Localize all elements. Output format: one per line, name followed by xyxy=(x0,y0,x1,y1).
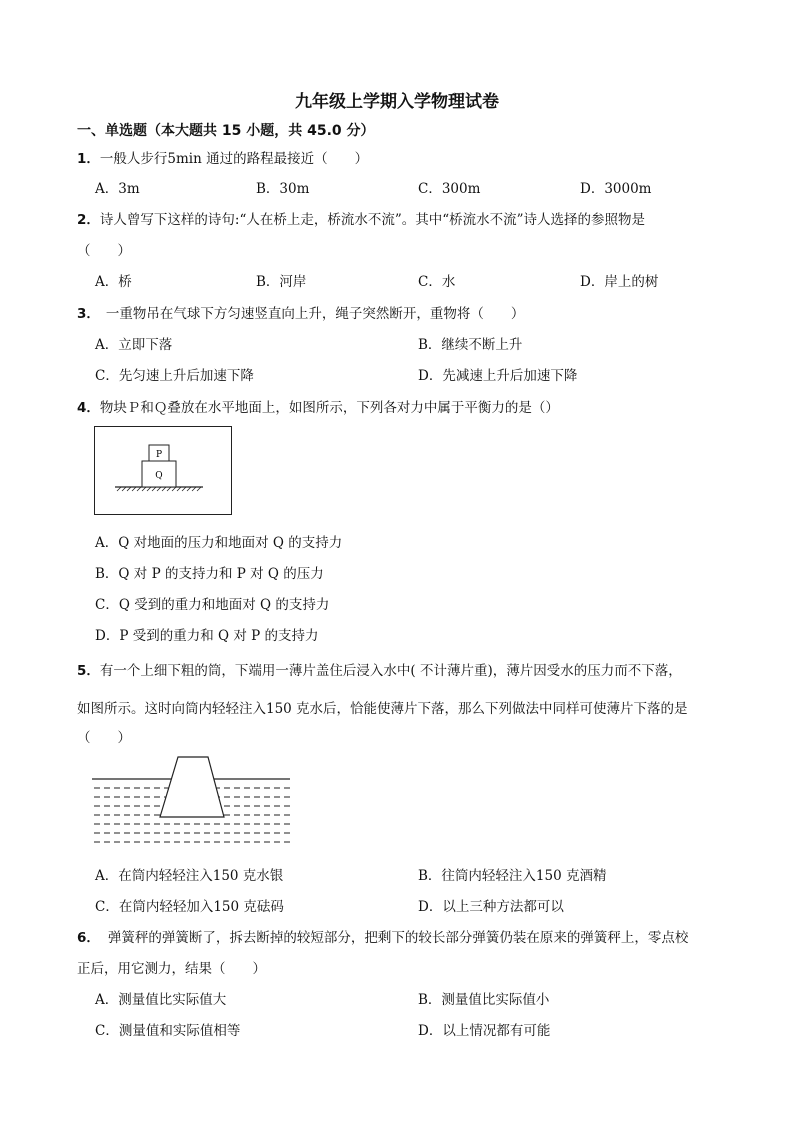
option-c: C．Q 受到的重力和地面对 Q 的支持力 xyxy=(95,597,330,613)
question-text: 诗人曾写下这样的诗句:“人在桥上走，桥流水不流”。其中“桥流水不流”诗人选择的参照物是 xyxy=(99,212,646,228)
option-d: D．3000m xyxy=(580,181,652,197)
option-d: D．以上三种方法都可以 xyxy=(418,899,564,915)
option-c: C．300m xyxy=(418,181,481,197)
question-3 xyxy=(77,302,524,322)
option-d: D．先减速上升后加速下降 xyxy=(418,368,578,384)
blocks-diagram xyxy=(95,427,231,514)
option-d: D．以上情况都有可能 xyxy=(418,1023,551,1039)
answer-bracket: （ ） xyxy=(77,730,131,746)
option-c: C．水 xyxy=(418,274,456,290)
question-text: 物块Ｐ和Ｑ叠放在水平地面上，如图所示，下列各对力中属于平衡力的是（） xyxy=(99,400,559,416)
option-a: A．3m xyxy=(95,181,140,197)
answer-bracket: （ ） xyxy=(77,243,131,259)
option-c: C．测量值和实际值相等 xyxy=(95,1023,241,1039)
section-heading: 一、单选题（本大题共 15 小题，共 45.0 分） xyxy=(77,123,375,139)
question-text: 有一个上细下粗的筒，下端用一薄片盖住后浸入水中( 不计薄片重)，薄片因受水的压力而不下落， xyxy=(99,663,682,679)
question-number: 3． xyxy=(77,306,100,322)
question-text-line2: 正后，用它测力，结果（ ） xyxy=(77,961,266,977)
label-p: P xyxy=(155,450,163,460)
option-c: C．在筒内轻轻加入150 克砝码 xyxy=(95,899,284,915)
question-number: 2． xyxy=(77,212,100,228)
option-a: A．测量值比实际值大 xyxy=(95,992,227,1008)
option-d: D．岸上的树 xyxy=(580,274,659,290)
question-4 xyxy=(77,396,559,416)
question-number: 5． xyxy=(77,663,100,679)
option-b: B．30m xyxy=(256,181,310,197)
question-text: 一般人步行5min 通过的路程最接近（ ） xyxy=(99,151,369,167)
option-a: A．Q 对地面的压力和地面对 Q 的支持力 xyxy=(95,535,343,551)
question-5 xyxy=(77,659,682,679)
blocks-figure xyxy=(94,426,232,515)
question-6 xyxy=(77,926,688,946)
option-c: C．先匀速上升后加速下降 xyxy=(95,368,254,384)
page-title: 九年级上学期入学物理试卷 xyxy=(295,92,499,112)
option-d: D．P 受到的重力和 Q 对 P 的支持力 xyxy=(95,628,319,644)
question-text-line2: 如图所示。这时向筒内轻轻注入150 克水后，恰能使薄片下落，那么下列做法中同样可使薄片下落的是 xyxy=(77,701,688,717)
question-number: 6． xyxy=(77,930,100,946)
tube-diagram xyxy=(92,755,294,847)
question-1 xyxy=(77,147,368,167)
question-number: 1． xyxy=(77,151,100,167)
option-b: B．往筒内轻轻注入150 克酒精 xyxy=(418,868,607,884)
question-number: 4． xyxy=(77,400,100,416)
option-b: B．测量值比实际值小 xyxy=(418,992,550,1008)
question-text: 一重物吊在气球下方匀速竖直向上升，绳子突然断开，重物将（ ） xyxy=(105,306,525,322)
question-text: 弹簧秤的弹簧断了，拆去断掉的较短部分，把剩下的较长部分弹簧仍装在原来的弹簧秤上，零点校 xyxy=(107,930,689,946)
option-b: B．Q 对 P 的支持力和 P 对 Q 的压力 xyxy=(95,566,324,582)
question-2 xyxy=(77,208,645,228)
option-a: A．立即下落 xyxy=(95,337,173,353)
option-b: B．河岸 xyxy=(256,274,307,290)
option-a: A．在筒内轻轻注入150 克水银 xyxy=(95,868,284,884)
tube-in-water-figure xyxy=(92,755,294,847)
option-b: B．继续不断上升 xyxy=(418,337,523,353)
label-q: Q xyxy=(155,471,163,481)
option-a: A．桥 xyxy=(95,274,132,290)
